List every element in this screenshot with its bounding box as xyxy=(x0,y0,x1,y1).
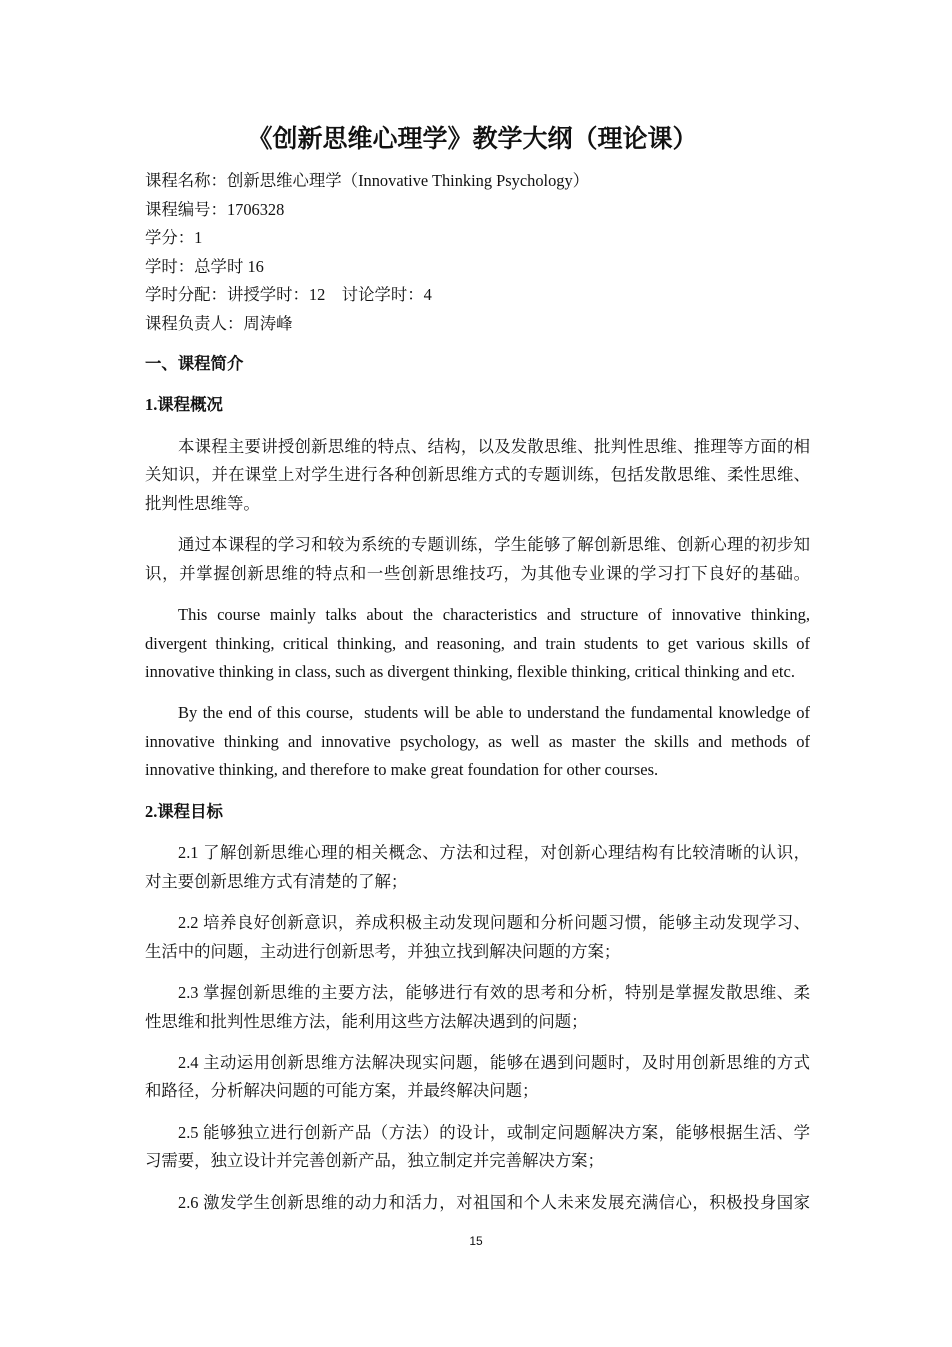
page-number: 15 xyxy=(469,1234,483,1248)
overview-paragraph-english xyxy=(145,699,810,785)
paragraph-line: 本课程主要讲授创新思维的特点、结构，以及发散思维、批判性思维、推理等方面的相 xyxy=(178,436,810,456)
objective-item xyxy=(145,979,810,1036)
course-instructor-line: 课程负责人：周涛峰 xyxy=(145,313,293,333)
paragraph-line: By the end of this course, students will be able to understand the fundamental knowledge of xyxy=(178,703,810,723)
course-hours-allocation-line: 学时分配：讲授学时：12 讨论学时：4 xyxy=(145,285,432,304)
objective-line: 2.2 培养良好创新意识，养成积极主动发现问题和分析问题习惯，能够主动发现学习、 xyxy=(178,913,810,933)
paragraph-line: 识，并掌握创新思维的特点和一些创新思维技巧，为其他专业课的学习打下良好的基础。 xyxy=(145,563,810,583)
objective-line: 2.6 激发学生创新思维的动力和活力，对祖国和个人未来发展充满信心，积极投身国家 xyxy=(178,1192,810,1212)
overview-paragraph xyxy=(145,531,810,588)
paragraph-line: innovative thinking, and therefore to make great foundation for other courses. xyxy=(145,760,659,780)
course-credits-line: 学分：1 xyxy=(145,228,203,247)
paragraph-line: innovative thinking and innovative psychology, as well as master the skills and methods of xyxy=(145,731,810,751)
objective-line: 生活中的问题，主动进行创新思考，并独立找到解决问题的方案； xyxy=(145,941,621,961)
paragraph-line: innovative thinking in class, such as divergent thinking, flexible thinking, critical thinking and etc. xyxy=(145,662,795,682)
objective-item xyxy=(145,839,810,896)
overview-paragraph xyxy=(145,433,810,519)
objective-line: 习需要，独立设计并完善创新产品，独立制定并完善解决方案； xyxy=(145,1151,604,1171)
objective-item xyxy=(145,1189,810,1218)
paragraph-line: 通过本课程的学习和较为系统的专题训练，学生能够了解创新思维、创新心理的初步知 xyxy=(178,535,810,555)
course-hours-line: 学时：总学时 16 xyxy=(145,256,264,276)
section-heading: 一、课程简介 xyxy=(145,354,244,373)
course-name-line: 课程名称：创新思维心理学（Innovative Thinking Psychology） xyxy=(145,171,590,190)
objective-item xyxy=(145,1049,810,1106)
paragraph-line: 关知识，并在课堂上对学生进行各种创新思维方式的专题训练，包括发散思维、柔性思维、 xyxy=(145,465,810,485)
objective-line: 性思维和批判性思维方法，能利用这些方法解决遇到的问题； xyxy=(145,1011,588,1031)
subsection-heading-objectives: 2.课程目标 xyxy=(145,801,223,821)
paragraph-line: This course mainly talks about the characteristics and structure of innovative thinking, xyxy=(178,605,810,625)
overview-paragraph-english xyxy=(145,601,810,687)
objective-line: 对主要创新思维方式有清楚的了解； xyxy=(145,871,408,891)
objective-line: 和路径，分析解决问题的可能方案，并最终解决问题； xyxy=(145,1081,539,1101)
objective-line: 2.1 了解创新思维心理的相关概念、方法和过程，对创新心理结构有比较清晰的认识， xyxy=(178,843,810,863)
course-number-line: 课程编号：1706328 xyxy=(145,199,285,219)
document-title: 《创新思维心理学》教学大纲（理论课） xyxy=(247,126,698,153)
objective-item xyxy=(145,1119,810,1176)
paragraph-line: divergent thinking, critical thinking, and reasoning, and train students to get various skills of xyxy=(145,633,810,653)
page-content xyxy=(145,120,810,1217)
paragraph-line: 批判性思维等。 xyxy=(145,493,260,513)
subsection-heading-overview: 1.课程概况 xyxy=(145,395,223,415)
objective-line: 2.4 主动运用创新思维方法解决现实问题，能够在遇到问题时，及时用创新思维的方式 xyxy=(178,1052,810,1072)
objective-item xyxy=(145,909,810,966)
course-info-block xyxy=(145,167,810,338)
objective-line: 2.3 掌握创新思维的主要方法，能够进行有效的思考和分析，特别是掌握发散思维、柔 xyxy=(178,983,810,1003)
objective-line: 2.5 能够独立进行创新产品（方法）的设计，或制定问题解决方案，能够根据生活、学 xyxy=(178,1122,810,1142)
